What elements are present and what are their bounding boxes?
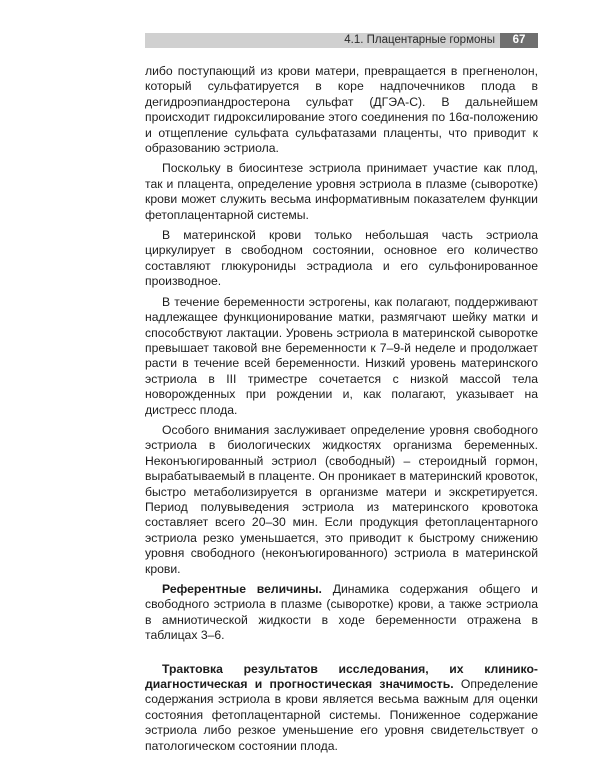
- page-body: [145, 64, 538, 759]
- page-number: 67: [500, 33, 538, 48]
- paragraph-interpretation: [145, 662, 538, 754]
- paragraph-4: В течение беременности эстрогены, как полагают, поддерживают надлежащее функционирование матки, размягчают шейку матки и способствуют лактации. Уровень эстриола в материнской сыворотке превышает таковой вне беременности к 7–9-й неделе и продолжает расти в течение всей беременности. Низкий уровень материнского эстриола в III триместре сочетается с низкой массой тела новорожденных при рождении и, как полагают, указывает на дистресс плода.: [145, 294, 538, 417]
- reference-values-heading: Референтные величины.: [162, 582, 322, 596]
- paragraph-3: В материнской крови только небольшая часть эстриола циркулирует в свободном состоянии, основное его количество составляют глюкурониды эстрадиола и его сульфонированное производное.: [145, 228, 538, 289]
- interpretation-text: Определение содержания эстриола в крови является весьма важным для оценки состояния фетоплацентарной системы. Пониженное содержание эстриола либо резкое уменьшение его уровня свидетельствует о патологическом состоянии плода.: [145, 677, 538, 753]
- paragraph-5: Особого внимания заслуживает определение уровня свободного эстриола в биологических жидкостях организма беременных. Неконъюгированный эстриол (свободный) – стероидный гормон, вырабатываемый в плаценте. Он проникает в материнский кровоток, быстро метаболизируется в организме матери и экскретируется. Период полувыведения эстриола из материнского кровотока составляет всего 20–30 мин. Если продукция фетоплацентарного эстриола резко уменьшается, это приводит к быстрому снижению уровня свободного (неконъюгированного) эстриола в материнской крови.: [145, 422, 538, 576]
- running-header: [145, 33, 538, 48]
- reference-values-text: Динамика содержания общего и свободного эстриола в плазме (сыворотке) крови, а также эстриола в амниотической жидкости в ходе беременности отражена в таблицах 3–6.: [145, 582, 538, 643]
- interpretation-heading: Трактовка результатов исследования, их клинико-диагностическая и прогностическая значимость.: [145, 661, 538, 692]
- section-title: 4.1. Плацентарные гормоны: [344, 34, 495, 46]
- paragraph-2: Поскольку в биосинтезе эстриола принимает участие как плод, так и плацента, определение уровня эстриола в плазме (сыворотке) крови может служить весьма информативным показателем функции фетоплацентарной системы.: [145, 161, 538, 222]
- paragraph-reference-values: [145, 582, 538, 644]
- paragraph-1: либо поступающий из крови матери, превращается в прегненолон, который сульфатируется в коре надпочечников плода в дегидроэпиандростерона сульфат (ДГЭА-С). В дальнейшем происходит гидроксилирование этого соединения по 16α-положению и отщепление сульфата сульфатазами плаценты, что приводит к образованию эстриола.: [145, 64, 538, 156]
